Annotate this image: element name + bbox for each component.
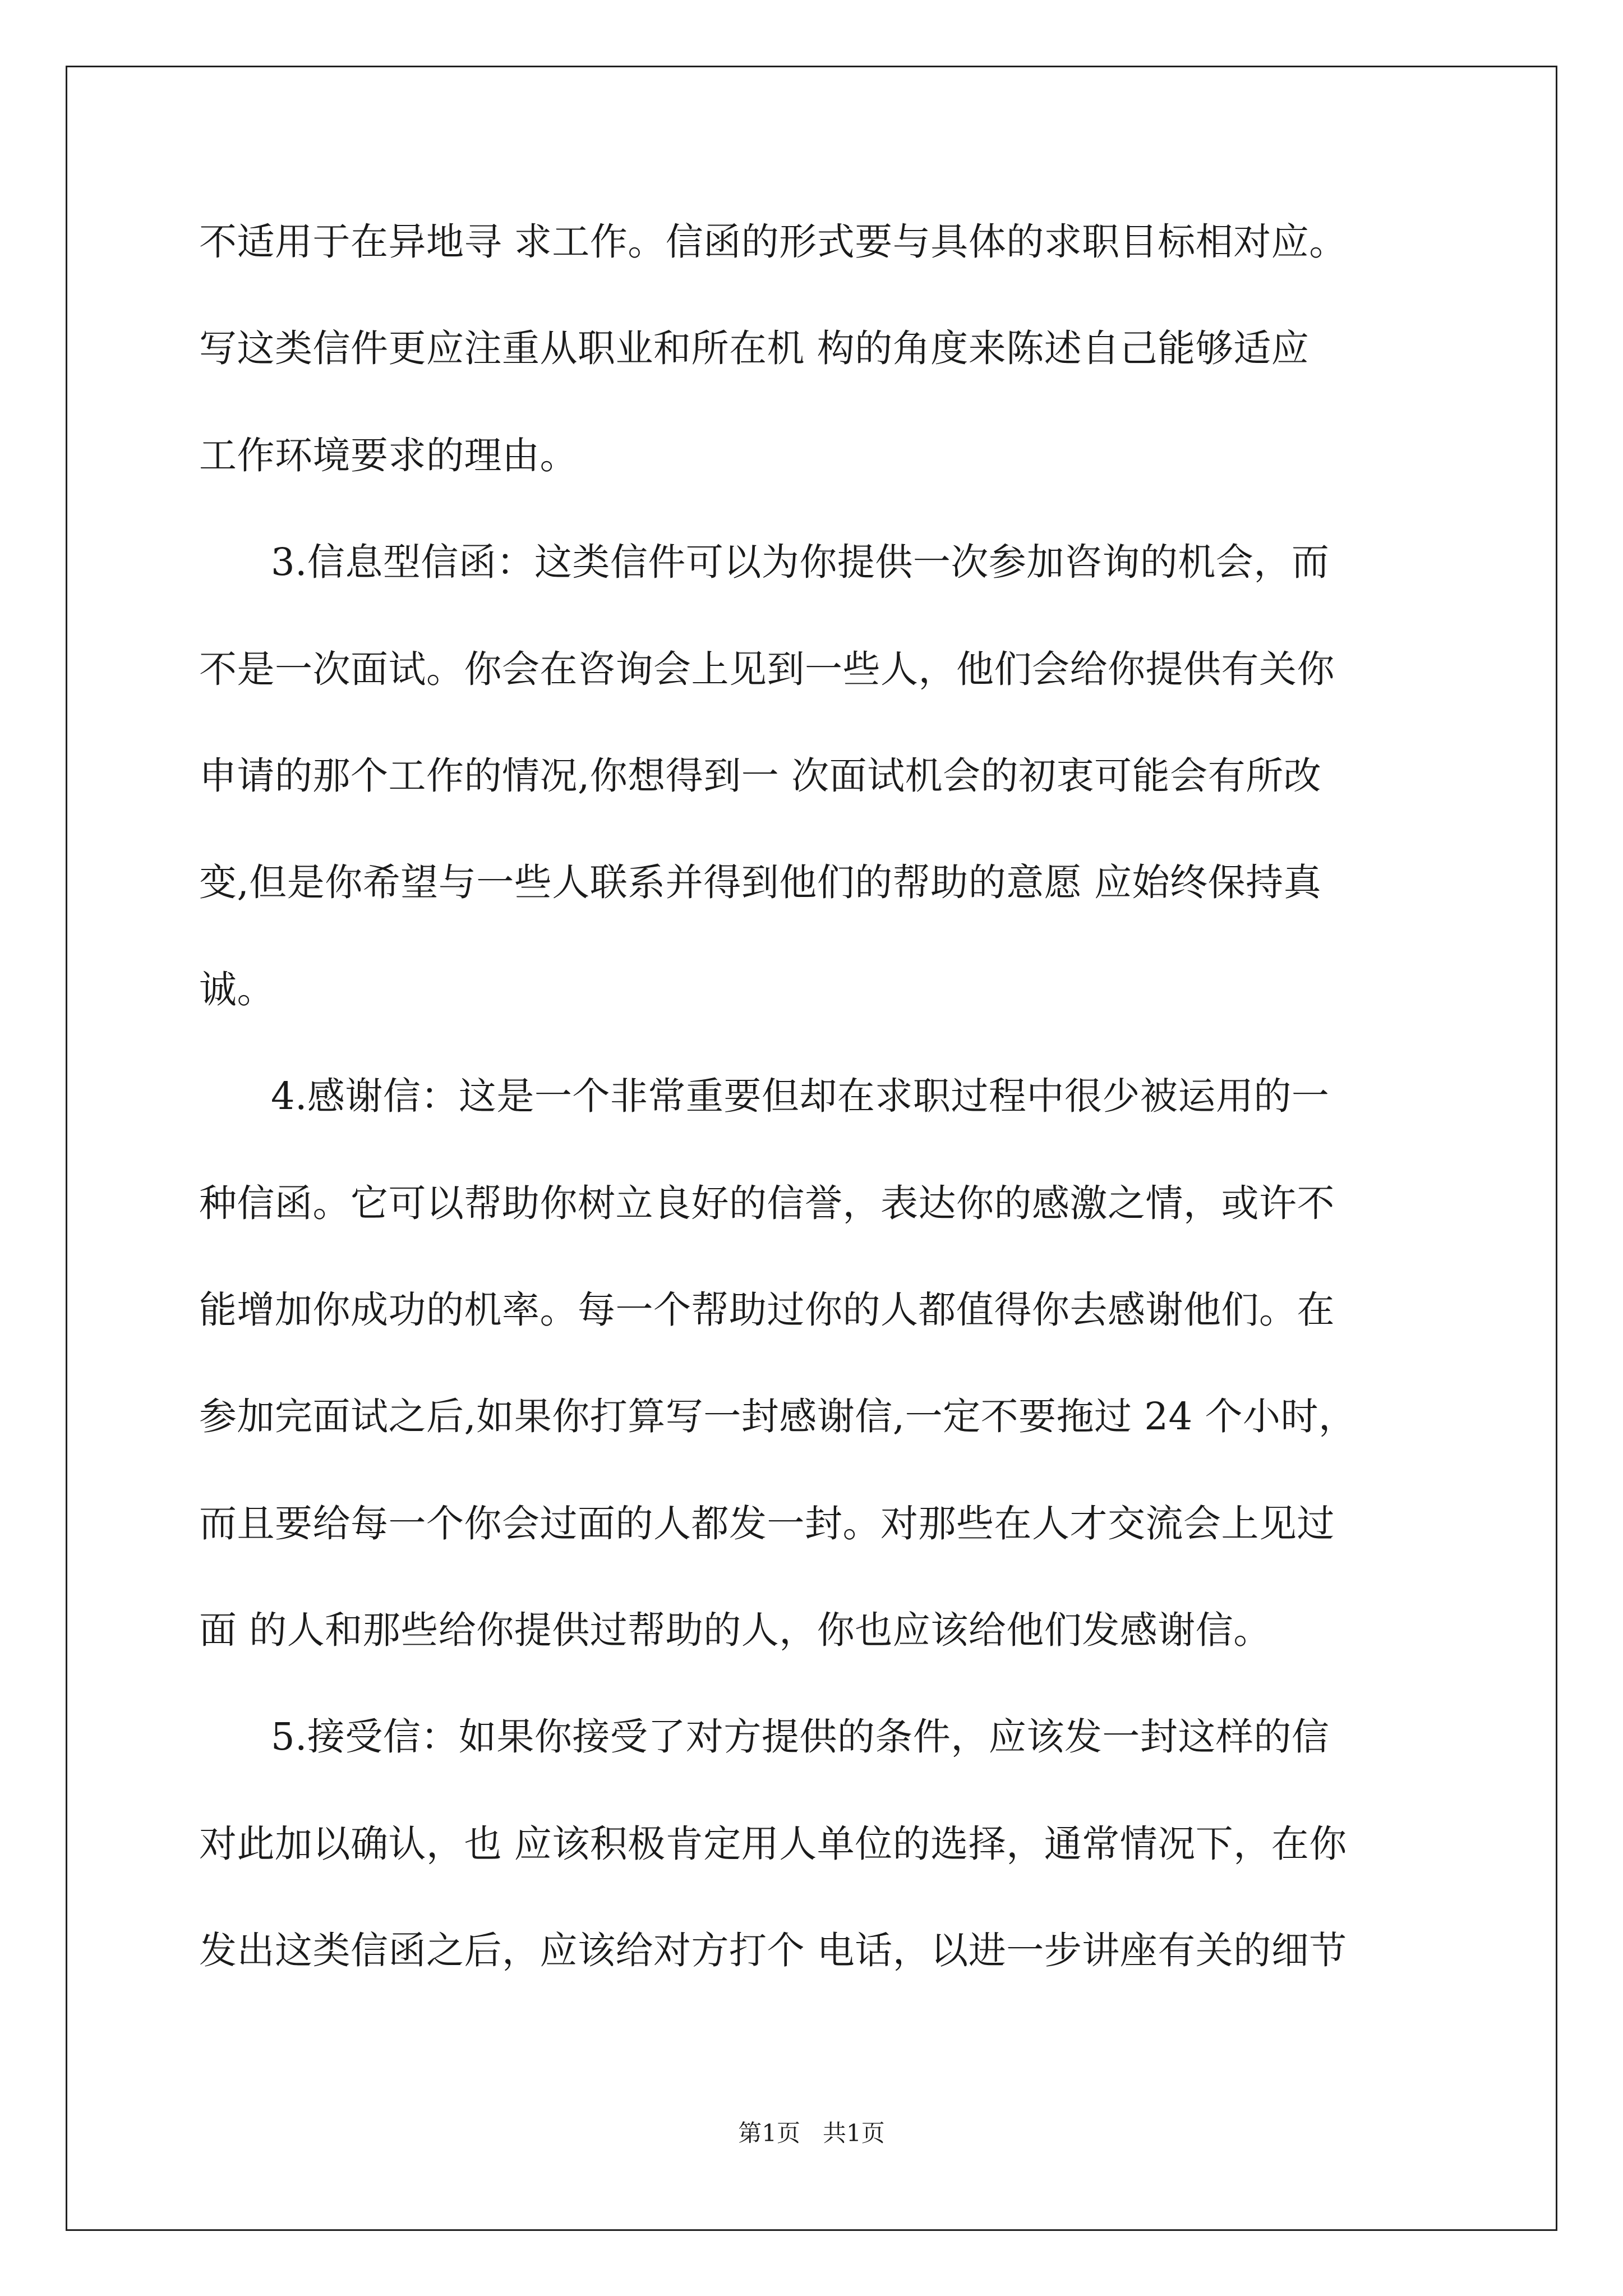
text-line: 不适用于在异地寻 求工作。信函的形式要与具体的求职目标相对应。 xyxy=(199,220,1347,264)
text-line: 参加完面试之后,如果你打算写一封感谢信,一定不要拖过 24 个小时， xyxy=(199,1395,1357,1439)
document-body xyxy=(199,216,1433,2032)
text-line: 诚。 xyxy=(199,967,275,1011)
text-line: 写这类信件更应注重从职业和所在机 构的角度来陈述自己能够适应 xyxy=(199,326,1310,371)
text-line: 工作环境要求的理由。 xyxy=(199,433,578,477)
text-line: 而且要给每一个你会过面的人都发一封。对那些在人才交流会上见过 xyxy=(199,1501,1335,1545)
text-line: 3.信息型信函：这类信件可以为你提供一次参加咨询的机会，而 xyxy=(271,540,1330,585)
text-line: 对此加以确认，也 应该积极肯定用人单位的选择，通常情况下，在你 xyxy=(199,1821,1347,1866)
text-line: 面 的人和那些给你提供过帮助的人，你也应该给他们发感谢信。 xyxy=(199,1608,1271,1653)
text-line: 变,但是你希望与一些人联系并得到他们的帮助的意愿 应始终保持真 xyxy=(199,861,1322,905)
text-line: 能增加你成功的机率。每一个帮助过你的人都值得你去感谢他们。在 xyxy=(199,1287,1335,1332)
text-line: 5.接受信：如果你接受了对方提供的条件，应该发一封这样的信 xyxy=(271,1715,1330,1759)
text-line: 种信函。它可以帮助你树立良好的信誉，表达你的感激之情，或许不 xyxy=(199,1181,1335,1225)
text-line: 申请的那个工作的情况,你想得到一 次面试机会的初衷可能会有所改 xyxy=(199,753,1322,798)
text-line: 4.感谢信：这是一个非常重要但却在求职过程中很少被运用的一 xyxy=(271,1074,1330,1119)
text-line: 不是一次面试。你会在咨询会上见到一些人，他们会给你提供有关你 xyxy=(199,647,1335,691)
text-line: 发出这类信函之后，应该给对方打个 电话，以进一步讲座有关的细节 xyxy=(199,1929,1347,1973)
page-footer: 第1页 共1页 xyxy=(738,2119,885,2147)
